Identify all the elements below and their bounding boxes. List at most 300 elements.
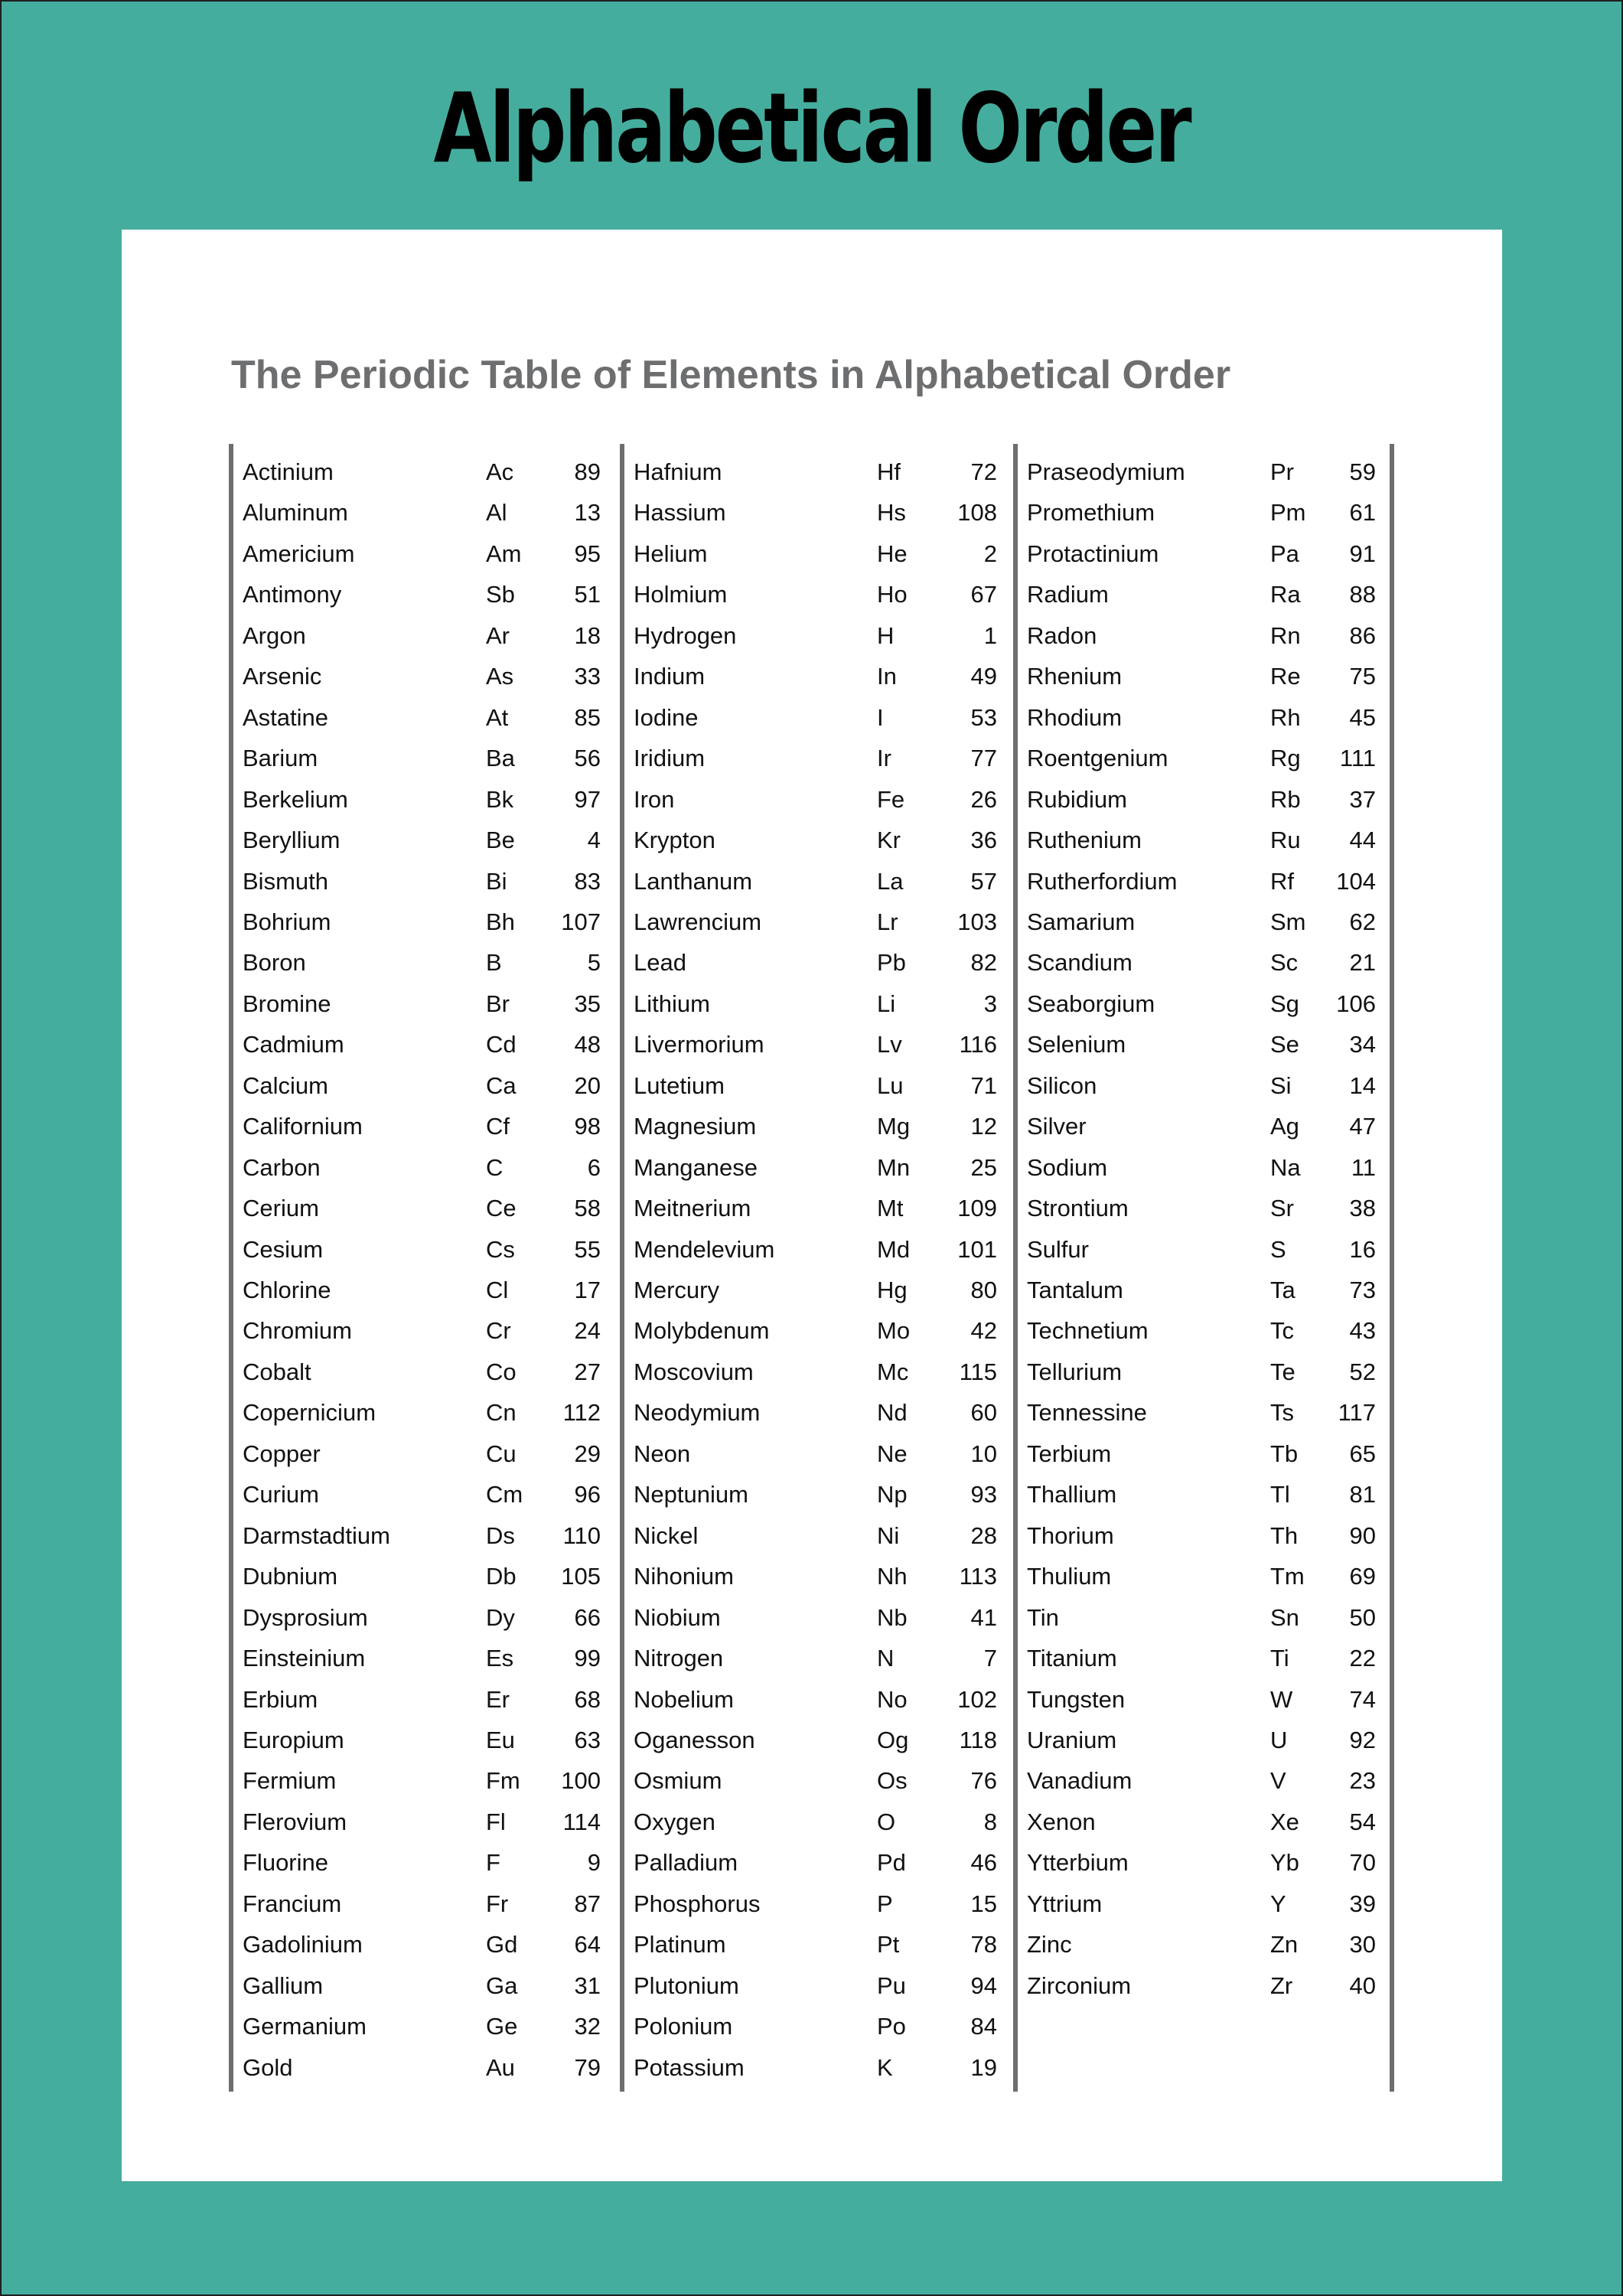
element-name: Thorium (1027, 1521, 1114, 1549)
element-name: Erbium (243, 1685, 318, 1713)
atomic-number: 6 (587, 1153, 601, 1181)
element-symbol: Te (1270, 1358, 1295, 1385)
element-symbol: Zn (1270, 1931, 1299, 1958)
atomic-number: 64 (574, 1931, 601, 1958)
element-name: Mendelevium (634, 1235, 775, 1263)
element-row (243, 615, 601, 656)
element-name: Lawrencium (634, 908, 762, 935)
element-name: Bohrium (243, 908, 331, 935)
element-symbol: Nh (877, 1563, 908, 1590)
element-symbol: Sm (1270, 908, 1306, 935)
element-symbol: Cs (486, 1235, 515, 1263)
atomic-number: 91 (1349, 540, 1376, 567)
element-name: Iron (634, 785, 675, 813)
element-row (243, 656, 601, 696)
element-row (634, 2047, 997, 2088)
element-name: Cerium (243, 1195, 319, 1222)
element-row (634, 574, 997, 615)
element-symbol: Mc (877, 1358, 909, 1385)
element-symbol: At (486, 703, 509, 731)
element-symbol: Ge (486, 2013, 518, 2040)
element-name: Chromium (243, 1317, 352, 1345)
element-symbol: F (486, 1849, 500, 1877)
atomic-number: 20 (574, 1071, 601, 1099)
element-row (243, 2047, 601, 2088)
banner-title: Alphabetical Order (433, 72, 1190, 184)
element-row (243, 1065, 601, 1106)
element-symbol: B (486, 949, 502, 977)
atomic-number: 77 (970, 745, 997, 772)
element-symbol: Cl (486, 1277, 509, 1303)
element-name: Darmstadtium (243, 1521, 390, 1549)
element-row (243, 1965, 601, 2006)
atomic-number: 4 (587, 827, 601, 854)
element-name: Thallium (1027, 1481, 1117, 1508)
atomic-number: 109 (957, 1195, 997, 1222)
element-row (243, 697, 601, 738)
element-row (634, 1720, 997, 1760)
atomic-number: 114 (562, 1808, 601, 1835)
element-symbol: Md (877, 1235, 911, 1263)
column-divider (1390, 444, 1394, 2092)
element-row (243, 983, 601, 1024)
atomic-number: 100 (561, 1767, 601, 1795)
element-row (243, 942, 601, 983)
atomic-number: 54 (1349, 1808, 1376, 1835)
element-name: Cesium (243, 1235, 324, 1263)
element-row (634, 533, 997, 574)
element-name: Lutetium (634, 1071, 725, 1099)
element-row (634, 1760, 997, 1801)
element-row (634, 1270, 997, 1310)
element-row (1027, 656, 1376, 696)
element-row (634, 1352, 997, 1392)
element-row (634, 1147, 997, 1188)
element-symbol: Pm (1270, 499, 1306, 527)
element-symbol: Na (1270, 1153, 1301, 1181)
atomic-number: 68 (574, 1685, 601, 1713)
element-row (634, 1024, 997, 1065)
element-name: Magnesium (634, 1113, 757, 1140)
atomic-number: 17 (574, 1277, 601, 1303)
element-name: Dysprosium (243, 1603, 368, 1631)
atomic-number: 2 (983, 540, 997, 567)
element-symbol: As (486, 663, 514, 690)
element-name: Selenium (1027, 1031, 1126, 1058)
atomic-number: 74 (1349, 1685, 1376, 1713)
atomic-number: 14 (1349, 1071, 1376, 1099)
element-symbol: La (877, 867, 904, 895)
element-name: Europium (243, 1726, 344, 1753)
element-symbol: Pd (877, 1849, 906, 1877)
element-symbol: Ag (1270, 1113, 1299, 1140)
element-name: Polonium (634, 2013, 733, 2040)
element-name: Astatine (243, 703, 329, 731)
element-row (634, 1883, 997, 1924)
element-symbol: Nb (877, 1603, 908, 1631)
element-symbol: Yb (1270, 1849, 1299, 1877)
element-name: Technetium (1027, 1317, 1149, 1345)
element-row (634, 1515, 997, 1556)
atomic-number: 33 (574, 663, 601, 690)
element-name: Cobalt (243, 1358, 311, 1385)
atomic-number: 40 (1349, 1971, 1376, 1999)
element-row (243, 1842, 601, 1883)
element-symbol: Ni (877, 1521, 900, 1549)
element-row (243, 1106, 601, 1146)
element-row (634, 1474, 997, 1515)
element-symbol: Xe (1270, 1808, 1299, 1835)
atomic-number: 62 (1349, 908, 1376, 935)
element-sheet (122, 230, 1502, 2181)
element-name: Ruthenium (1027, 827, 1142, 854)
element-symbol: Bk (486, 785, 514, 813)
element-row (634, 1188, 997, 1228)
element-name: Vanadium (1027, 1767, 1133, 1795)
element-row (1027, 1392, 1376, 1433)
element-row (1027, 1270, 1376, 1310)
element-column-3 (1013, 444, 1526, 2092)
element-symbol: Ho (877, 581, 908, 608)
atomic-number: 108 (957, 499, 997, 527)
element-symbol: Si (1270, 1071, 1292, 1099)
atomic-number: 113 (959, 1563, 997, 1590)
element-name: Beryllium (243, 827, 341, 854)
element-name: Iridium (634, 745, 706, 772)
element-row (634, 452, 997, 492)
element-name: Sulfur (1027, 1235, 1089, 1263)
element-symbol: Tb (1270, 1440, 1299, 1467)
element-symbol: Ts (1270, 1399, 1294, 1427)
element-symbol: Np (877, 1481, 908, 1508)
element-row (243, 574, 601, 615)
element-name: Thulium (1027, 1563, 1112, 1590)
element-row (243, 533, 601, 574)
element-name: Copper (243, 1440, 321, 1467)
element-row (634, 902, 997, 942)
element-row (243, 1924, 601, 1965)
column-divider (229, 444, 233, 2092)
atomic-number: 93 (970, 1481, 997, 1508)
element-row (243, 1310, 601, 1351)
atomic-number: 70 (1349, 1849, 1376, 1877)
element-column-1 (229, 444, 619, 2092)
element-name: Neptunium (634, 1481, 748, 1508)
element-name: Platinum (634, 1931, 726, 1958)
atomic-number: 18 (574, 621, 601, 649)
element-name: Indium (634, 663, 706, 690)
element-symbol: Sr (1270, 1195, 1294, 1222)
element-row (1027, 1106, 1376, 1146)
element-row (1027, 697, 1376, 738)
element-symbol: Sg (1270, 990, 1299, 1017)
atomic-number: 102 (957, 1685, 997, 1713)
element-name: Manganese (634, 1153, 758, 1181)
element-symbol: Dy (486, 1603, 515, 1631)
atomic-number: 46 (970, 1849, 997, 1877)
element-symbol: Mt (877, 1195, 904, 1222)
atomic-number: 8 (983, 1808, 997, 1835)
atomic-number: 66 (574, 1603, 601, 1631)
element-symbol: Cm (486, 1481, 523, 1508)
element-row (243, 820, 601, 860)
atomic-number: 95 (574, 540, 601, 567)
element-symbol: C (486, 1153, 504, 1181)
element-row (243, 1474, 601, 1515)
element-symbol: Sb (486, 581, 515, 608)
element-row (1027, 983, 1376, 1024)
atomic-number: 58 (574, 1195, 601, 1222)
element-row (634, 1392, 997, 1433)
element-symbol: Co (486, 1358, 517, 1385)
element-symbol: Am (486, 540, 522, 567)
element-name: Argon (243, 621, 306, 649)
element-row (243, 1556, 601, 1596)
element-row (634, 1924, 997, 1965)
element-row (1027, 1638, 1376, 1678)
atomic-number: 53 (970, 703, 997, 731)
element-row (1027, 1147, 1376, 1188)
element-symbol: Al (486, 499, 507, 527)
atomic-number: 112 (562, 1399, 601, 1427)
element-name: Praseodymium (1027, 458, 1185, 485)
element-name: Einsteinium (243, 1645, 366, 1672)
element-symbol: Lu (877, 1071, 904, 1099)
element-symbol: Fe (877, 785, 905, 813)
element-symbol: Rb (1270, 785, 1301, 813)
element-row (1027, 452, 1376, 492)
atomic-number: 69 (1349, 1563, 1376, 1590)
element-name: Helium (634, 540, 708, 567)
atomic-number: 56 (574, 745, 601, 772)
element-row (1027, 1679, 1376, 1720)
element-symbol: Ga (486, 1971, 518, 1999)
atomic-number: 24 (574, 1317, 601, 1345)
element-symbol: Tc (1270, 1317, 1294, 1345)
atomic-number: 86 (1349, 621, 1376, 649)
atomic-number: 75 (1349, 663, 1376, 690)
element-symbol: V (1270, 1767, 1286, 1795)
element-symbol: Mg (877, 1113, 911, 1140)
element-symbol: Db (486, 1563, 517, 1590)
element-name: Terbium (1027, 1440, 1112, 1467)
atomic-number: 117 (1338, 1399, 1376, 1427)
element-row (1027, 1597, 1376, 1638)
atomic-number: 36 (970, 827, 997, 854)
element-row (243, 1024, 601, 1065)
element-row (634, 1106, 997, 1146)
atomic-number: 89 (574, 458, 601, 485)
element-row (634, 983, 997, 1024)
element-name: Nobelium (634, 1685, 734, 1713)
element-symbol: Ar (486, 621, 510, 649)
element-symbol: Ac (486, 458, 514, 485)
atomic-number: 27 (574, 1358, 601, 1385)
element-name: Livermorium (634, 1031, 764, 1058)
element-name: Zinc (1027, 1931, 1072, 1958)
atomic-number: 115 (959, 1358, 997, 1385)
element-symbol: Cn (486, 1399, 517, 1427)
element-name: Tantalum (1027, 1277, 1123, 1303)
element-name: Plutonium (634, 1971, 739, 1999)
element-symbol: Th (1270, 1521, 1299, 1549)
atomic-number: 31 (574, 1971, 601, 1999)
element-name: Curium (243, 1481, 319, 1508)
element-column-2 (620, 444, 1013, 2092)
atomic-number: 16 (1349, 1235, 1376, 1263)
atomic-number: 59 (1349, 458, 1376, 485)
atomic-number: 34 (1349, 1031, 1376, 1058)
element-name: Cadmium (243, 1031, 344, 1058)
element-symbol: Ne (877, 1440, 908, 1467)
element-symbol: Lv (877, 1031, 902, 1058)
element-name: Carbon (243, 1153, 321, 1181)
element-name: Germanium (243, 2013, 367, 2040)
atomic-number: 116 (959, 1031, 997, 1058)
element-name: Antimony (243, 581, 342, 608)
element-row (243, 1392, 601, 1433)
element-name: Rutherfordium (1027, 867, 1178, 895)
element-row (1027, 820, 1376, 860)
element-name: Tennessine (1027, 1399, 1147, 1427)
element-row (1027, 1924, 1376, 1965)
element-name: Dubnium (243, 1563, 338, 1590)
element-name: Rhodium (1027, 703, 1123, 731)
element-name: Zirconium (1027, 1971, 1132, 1999)
element-symbol: H (877, 621, 895, 649)
atomic-number: 90 (1349, 1521, 1376, 1549)
atomic-number: 39 (1349, 1890, 1376, 1917)
element-name: Holmium (634, 581, 728, 608)
element-symbol: Tm (1270, 1563, 1305, 1590)
element-row (634, 1597, 997, 1638)
element-name: Rhenium (1027, 663, 1123, 690)
element-name: Roentgenium (1027, 745, 1168, 772)
element-symbol: S (1270, 1235, 1286, 1263)
atomic-number: 30 (1349, 1931, 1376, 1958)
element-name: Oxygen (634, 1808, 715, 1835)
element-row (634, 1433, 997, 1474)
element-row (243, 1638, 601, 1678)
element-name: Yttrium (1027, 1890, 1103, 1917)
element-symbol: Re (1270, 663, 1301, 690)
atomic-number: 52 (1349, 1358, 1376, 1385)
element-row (634, 697, 997, 738)
element-symbol: Se (1270, 1031, 1299, 1058)
atomic-number: 32 (574, 2013, 601, 2040)
element-row (1027, 1065, 1376, 1106)
element-row (243, 1597, 601, 1638)
element-symbol: I (877, 703, 884, 731)
element-symbol: Tl (1270, 1481, 1290, 1508)
element-symbol: Cd (486, 1031, 517, 1058)
element-symbol: Fm (486, 1767, 520, 1795)
element-row (1027, 861, 1376, 902)
element-name: Radium (1027, 581, 1109, 608)
atomic-number: 78 (970, 1931, 997, 1958)
atomic-number: 76 (970, 1767, 997, 1795)
atomic-number: 94 (970, 1971, 997, 1999)
atomic-number: 101 (957, 1235, 997, 1263)
atomic-number: 67 (970, 581, 997, 608)
element-row (1027, 1433, 1376, 1474)
element-name: Gallium (243, 1971, 324, 1999)
sheet-heading: The Periodic Table of Elements in Alphabetical Order (231, 353, 1231, 397)
element-name: Ytterbium (1027, 1849, 1129, 1877)
element-symbol: Zr (1270, 1971, 1293, 1999)
element-row (634, 2006, 997, 2047)
element-row (634, 1310, 997, 1351)
element-name: Neon (634, 1440, 691, 1467)
element-symbol: Fl (486, 1808, 506, 1835)
element-row (634, 1965, 997, 2006)
element-name: Gold (243, 2053, 293, 2081)
element-symbol: Ir (877, 745, 891, 772)
element-row (634, 656, 997, 696)
element-row (634, 779, 997, 820)
element-row (1027, 1515, 1376, 1556)
atomic-number: 48 (574, 1031, 601, 1058)
atomic-number: 3 (983, 990, 997, 1017)
atomic-number: 29 (574, 1440, 601, 1467)
atomic-number: 60 (970, 1399, 997, 1427)
element-symbol: Br (486, 990, 510, 1017)
element-name: Hafnium (634, 458, 722, 485)
atomic-number: 35 (574, 990, 601, 1017)
element-row (243, 1720, 601, 1760)
element-row (243, 738, 601, 778)
element-symbol: Ce (486, 1195, 517, 1222)
atomic-number: 21 (1349, 949, 1376, 977)
element-row (1027, 1310, 1376, 1351)
atomic-number: 55 (574, 1235, 601, 1263)
atomic-number: 9 (587, 1849, 601, 1877)
element-row (243, 1515, 601, 1556)
element-name: Moscovium (634, 1358, 754, 1385)
element-name: Promethium (1027, 499, 1155, 527)
atomic-number: 85 (574, 703, 601, 731)
element-symbol: Hf (877, 458, 901, 485)
element-name: Palladium (634, 1849, 738, 1877)
element-name: Chlorine (243, 1277, 331, 1303)
atomic-number: 26 (970, 785, 997, 813)
atomic-number: 25 (970, 1153, 997, 1181)
element-symbol: Bh (486, 908, 515, 935)
element-name: Samarium (1027, 908, 1136, 935)
atomic-number: 73 (1349, 1277, 1376, 1303)
element-row (243, 1433, 601, 1474)
element-name: Mercury (634, 1277, 719, 1303)
atomic-number: 82 (970, 949, 997, 977)
atomic-number: 84 (970, 2013, 997, 2040)
atomic-number: 45 (1349, 703, 1376, 731)
element-name: Bismuth (243, 867, 328, 895)
element-name: Osmium (634, 1767, 722, 1795)
element-symbol: Cr (486, 1317, 511, 1345)
element-name: Rubidium (1027, 785, 1127, 813)
element-name: Hassium (634, 499, 726, 527)
element-name: Lead (634, 949, 686, 977)
element-row (1027, 1024, 1376, 1065)
element-row (1027, 902, 1376, 942)
atomic-number: 41 (970, 1603, 997, 1631)
element-symbol: P (877, 1890, 893, 1917)
element-row (243, 452, 601, 492)
element-symbol: W (1270, 1685, 1293, 1713)
atomic-number: 37 (1349, 785, 1376, 813)
element-symbol: Pr (1270, 458, 1294, 485)
atomic-number: 42 (970, 1317, 997, 1345)
